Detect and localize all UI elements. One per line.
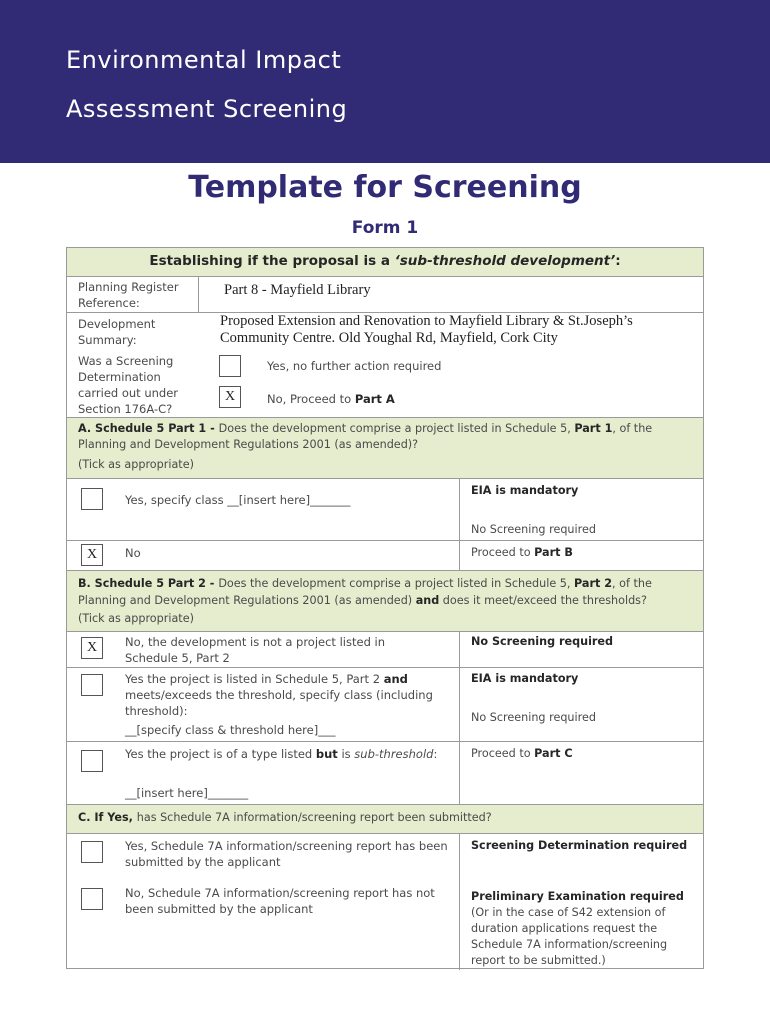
section-b-no-screening: No Screening required <box>471 635 614 648</box>
banner-title-line-2: Assessment Screening <box>66 95 348 123</box>
section-c-preliminary-examination: Preliminary Examination required <box>471 890 684 903</box>
section-b-proceed: Proceed to Part C <box>471 747 573 760</box>
banner-title-line-1: Environmental Impact <box>66 46 342 74</box>
section-b-exceeds-fill: __[specify class & threshold here]___ <box>125 723 336 737</box>
prior-screening-yes-label: Yes, no further action required <box>267 359 442 373</box>
section-c-header: C. If Yes, has Schedule 7A information/screening report been submitted? <box>67 805 703 833</box>
planning-register-value: Part 8 - Mayfield Library <box>224 282 371 298</box>
screening-form <box>66 247 704 969</box>
establishing-suffix: : <box>615 253 621 269</box>
prior-screening-yes-checkbox[interactable] <box>219 355 241 377</box>
form-number: Form 1 <box>351 218 419 238</box>
establishing-term: ‘sub-threshold development’ <box>394 253 616 269</box>
section-b-tick-note: (Tick as appropriate) <box>78 612 194 625</box>
section-c-not-submitted-checkbox[interactable] <box>81 888 103 910</box>
section-c-preliminary-note: (Or in the case of S42 extension of duration applications request the Schedule 7A information/screening report to be submitted.) <box>471 906 668 967</box>
section-b-exceeds-no-screening: No Screening required <box>471 711 596 724</box>
section-a-no-checkbox[interactable]: X <box>81 544 103 566</box>
section-a-tick-note: (Tick as appropriate) <box>78 458 194 471</box>
section-a-no-screening: No Screening required <box>471 523 596 536</box>
header-banner <box>0 0 770 163</box>
section-b-subthreshold-checkbox[interactable] <box>81 750 103 772</box>
section-c-submitted-checkbox[interactable] <box>81 841 103 863</box>
establishing-prefix: Establishing if the proposal is a <box>149 253 395 269</box>
section-b-subthreshold-label: Yes the project is of a type listed but is sub-threshold: <box>125 747 438 761</box>
section-c-not-submitted-label: No, Schedule 7A information/screening report has not been submitted by the applicant <box>125 886 435 916</box>
section-b-exceeds-checkbox[interactable] <box>81 674 103 696</box>
prior-screening-no-label: No, Proceed to Part A <box>267 392 395 406</box>
section-b-subthreshold-fill: __[insert here]_______ <box>125 786 249 800</box>
section-a-no-label: No <box>125 546 141 560</box>
section-b-not-listed-checkbox[interactable]: X <box>81 637 103 659</box>
prior-screening-no-checkbox[interactable]: X <box>219 386 241 408</box>
development-summary-label: Development Summary: <box>78 317 156 347</box>
section-a-yes-checkbox[interactable] <box>81 488 103 510</box>
section-b-header: B. Schedule 5 Part 2 - Does the development comprise a project listed in Schedule 5, Part 2, of the Planning and Development Regulations 2001 (as amended) and does it meet/exceed the thresholds? (Tick as appropriate) <box>67 571 703 631</box>
planning-register-label: Planning Register Reference: <box>78 280 179 310</box>
development-summary-value: Proposed Extension and Renovation to Mayfield Library & St.Joseph’s Community Centre. Old Youghal Rd, Mayfield, Cork City <box>220 313 633 346</box>
section-c-submitted-label: Yes, Schedule 7A information/screening report has been submitted by the applicant <box>125 839 448 869</box>
prior-screening-label: Was a Screening Determination carried out under Section 176A-C? <box>78 354 179 416</box>
section-b-exceeds-label: Yes the project is listed in Schedule 5, Part 2 and meets/exceeds the threshold, specify class (including threshold): <box>125 672 433 718</box>
section-b-not-listed-label: No, the development is not a project listed in Schedule 5, Part 2 <box>125 635 386 665</box>
section-b-eia-mandatory: EIA is mandatory <box>471 672 579 685</box>
section-c-screening-determination: Screening Determination required <box>471 839 688 852</box>
section-a-yes-label: Yes, specify class __[insert here]_______ <box>125 493 351 507</box>
section-a-proceed: Proceed to Part B <box>471 546 573 559</box>
document-title: Template for Screening <box>188 170 582 205</box>
establishing-header <box>67 248 703 276</box>
section-a-eia-mandatory: EIA is mandatory <box>471 484 579 497</box>
section-a-header: A. Schedule 5 Part 1 - Does the development comprise a project listed in Schedule 5, Part 1, of the Planning and Development Regulations 2001 (as amended)? (Tick as appropriate) <box>67 418 703 478</box>
